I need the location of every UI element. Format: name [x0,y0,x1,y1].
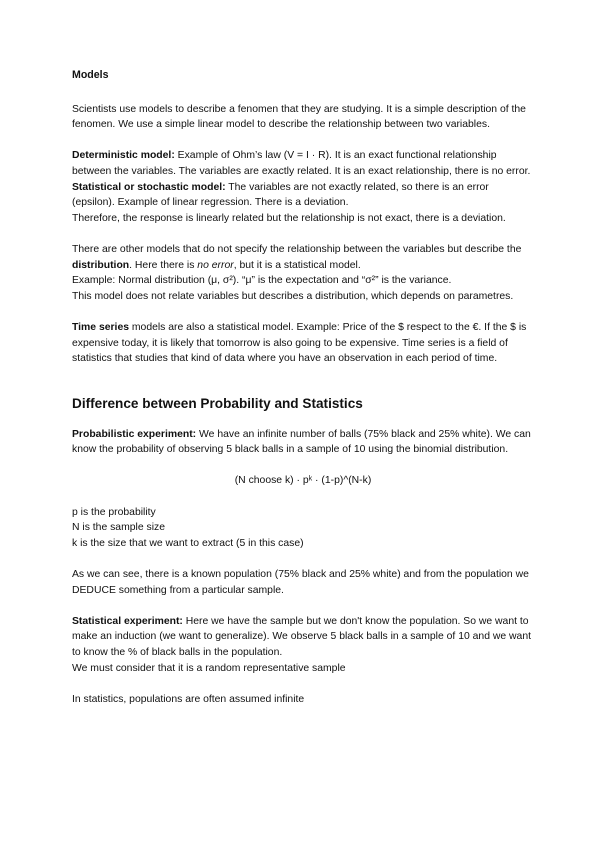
normal-example: Example: Normal distribution (μ, σ²). “μ” is the expectation and “σ²” is the variance. [72,275,452,287]
definition-k: k is the size that we want to extract (5 in this case) [72,537,304,549]
spacer [72,304,534,320]
spacer [72,551,534,567]
statistical-experiment-label: Statistical experiment: [72,615,183,627]
distribution-note: This model does not relate variables but describes a distribution, which depends on parametres. [72,290,514,302]
spacer [72,489,534,505]
statistical-experiment-line2: We must consider that it is a random representative sample [72,662,346,674]
statistical-model-paragraph [72,180,534,211]
time-series-text: models are also a statistical model. Example: Price of the $ respect to the €. If the $ is expensive today, it is likely that tomorrow is also going to be expensive. Time series is a field of statistics that studies that kind of data where you have an observation in each period of time. [72,321,527,365]
heading-difference: Difference between Probability and Statistics [72,395,363,411]
probabilistic-paragraph [72,427,534,458]
deterministic-paragraph [72,148,534,179]
spacer [72,226,534,242]
spacer [72,676,534,692]
spacer [72,367,534,395]
other-models-bold: distribution [72,259,130,271]
other-models-part3: , but it is a statistical model. [233,259,361,271]
binomial-formula: (N choose k) · pᵏ · (1-p)^(N-k) [234,475,372,487]
other-models-part2: . Here there is [129,259,198,271]
spacer [72,133,534,149]
other-models-paragraph [72,242,534,273]
statistical-model-line2: Therefore, the response is linearly related but the relationship is not exact, there is a deviation. [72,212,506,224]
definition-p: p is the probability [72,506,156,518]
probabilistic-text: We have an infinite number of balls (75% black and 25% white). We can know the probability of observing 5 black balls in a sample of 10 using the binomial distribution. [72,428,531,456]
time-series-label: Time series [72,321,129,333]
spacer [72,598,534,614]
time-series-paragraph [72,320,534,367]
deduce-paragraph: As we can see, there is a known population (75% black and 25% white) and from the population we DEDUCE something from a particular sample. [72,569,529,596]
heading-models: Models [72,69,109,81]
statistical-experiment-paragraph [72,614,534,661]
statistical-experiment-text: Here we have the sample but we don't know the population. So we want to make an induction (we want to generalize). We observe 5 black balls in a sample of 10 and we want to know the % of black balls in the population. [72,615,531,658]
other-models-italic: no error [197,259,234,271]
intro-paragraph: Scientists use models to describe a fenomen that they are studying. It is a simple description of the fenomen. We use a simple linear model to describe the relationship between two variables. [72,103,526,131]
statistical-model-text: The variables are not exactly related, so there is an error (epsilon). Example of linear regression. There is a deviation. [72,181,489,209]
spacer [72,458,534,474]
deterministic-text: Example of Ohm’s law (V = I · R). It is an exact functional relationship between the variables. The variables are exactly related. It is an exact relationship, there is no error. [72,150,531,177]
other-models-part1: There are other models that do not specify the relationship between the variables but describe the [72,243,522,255]
deterministic-label: Deterministic model: [72,150,175,162]
document-page [72,68,534,707]
closing-line: In statistics, populations are often assumed infinite [72,693,305,705]
definition-n: N is the sample size [72,522,165,534]
probabilistic-label: Probabilistic experiment: [72,428,197,440]
statistical-model-label: Statistical or stochastic model: [72,181,226,193]
